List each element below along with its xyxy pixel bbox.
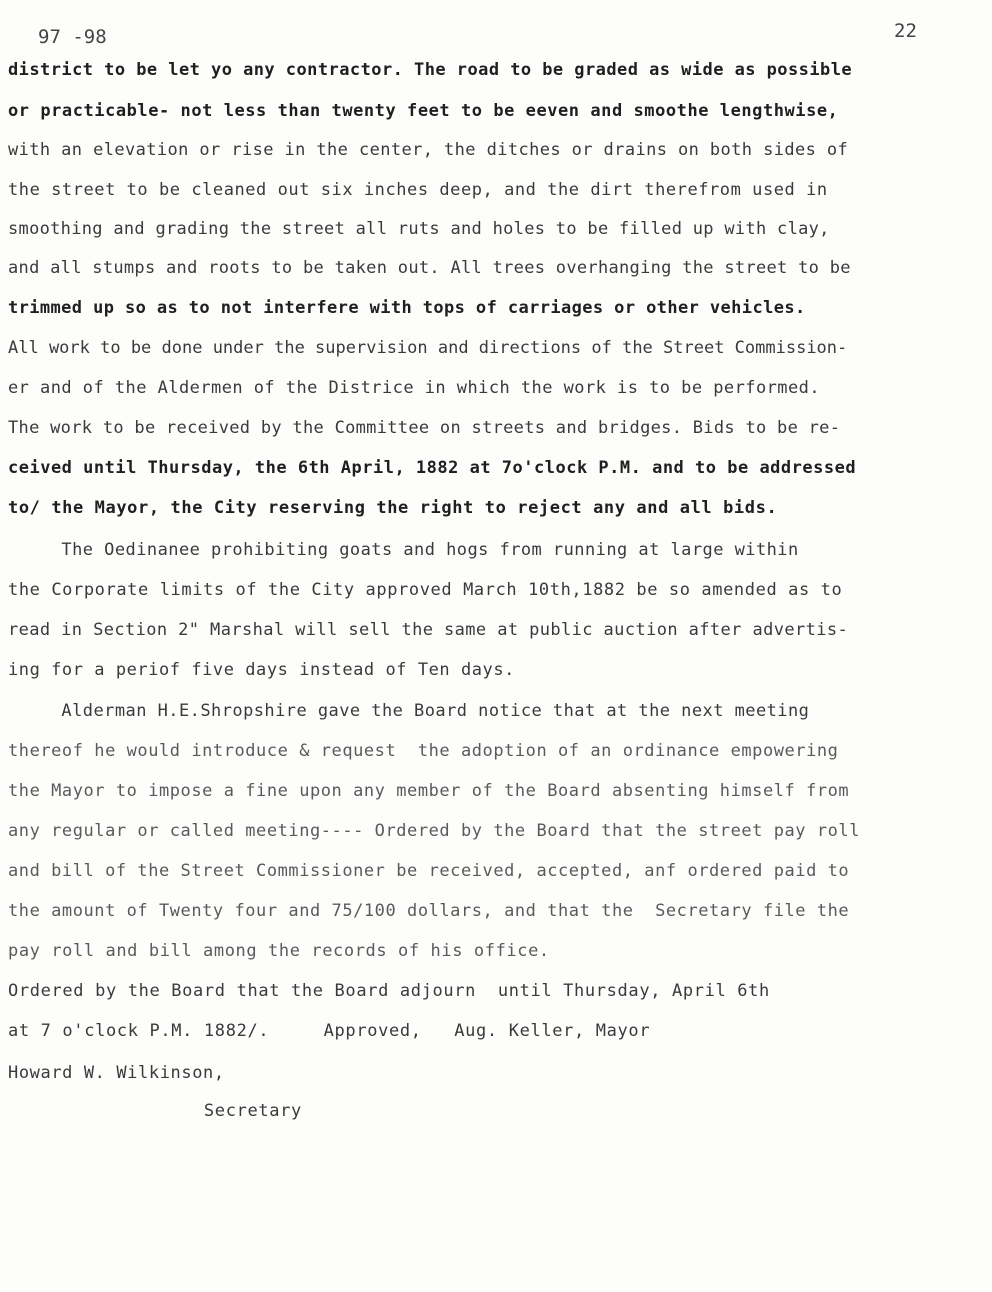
text-line: at 7 o'clock P.M. 1882/. Approved, Aug. Keller, Mayor (8, 1021, 651, 1041)
text-line: the amount of Twenty four and 75/100 dollars, and that the Secretary file the (8, 901, 850, 921)
text-line: smoothing and grading the street all ruts and holes to be filled up with clay, (8, 219, 830, 239)
text-line: the Corporate limits of the City approved March 10th,1882 be so amended as to (8, 580, 843, 600)
text-line: the Mayor to impose a fine upon any member of the Board absenting himself from (8, 781, 850, 801)
text-line: and all stumps and roots to be taken out. All trees overhanging the street to be (8, 258, 851, 278)
signatory-title: Secretary (8, 1101, 302, 1121)
text-line: any regular or called meeting---- Ordered by the Board that the street pay roll (8, 821, 861, 841)
text-line: The Oedinanee prohibiting goats and hogs from running at large within (8, 540, 799, 560)
text-line: the street to be cleaned out six inches deep, and the dirt therefrom used in (8, 180, 828, 200)
text-line: read in Section 2" Marshal will sell the same at public auction after advertis- (8, 620, 849, 640)
text-line: ceived until Thursday, the 6th April, 1882 at 7o'clock P.M. and to be addressed (8, 458, 857, 478)
text-line: thereof he would introduce & request the adoption of an ordinance empowering (8, 741, 839, 761)
text-line: or practicable- not less than twenty feet to be eeven and smoothe lengthwise, (8, 101, 839, 121)
text-line: All work to be done under the supervision and directions of the Street Commission- (8, 338, 848, 358)
text-line: The work to be received by the Committee on streets and bridges. Bids to be re- (8, 418, 841, 438)
text-line: pay roll and bill among the records of his office. (8, 941, 550, 961)
text-line: trimmed up so as to not interfere with tops of carriages or other vehicles. (8, 298, 806, 318)
text-line: Alderman H.E.Shropshire gave the Board notice that at the next meeting (8, 701, 810, 721)
text-line: with an elevation or rise in the center, the ditches or drains on both sides of (8, 140, 849, 160)
page-number: 22 (894, 20, 917, 42)
signatory-name: Howard W. Wilkinson, (8, 1063, 225, 1083)
text-line: and bill of the Street Commissioner be received, accepted, anf ordered paid to (8, 861, 850, 881)
text-line: to/ the Mayor, the City reserving the right to reject any and all bids. (8, 498, 778, 518)
text-line: Ordered by the Board that the Board adjourn until Thursday, April 6th (8, 981, 770, 1001)
text-line: district to be let yo any contractor. The road to be graded as wide as possible (8, 60, 853, 80)
page-reference: 97 -98 (38, 26, 107, 48)
text-line: er and of the Aldermen of the Districe in which the work is to be performed. (8, 378, 821, 398)
text-line: ing for a periof five days instead of Ten days. (8, 660, 515, 680)
